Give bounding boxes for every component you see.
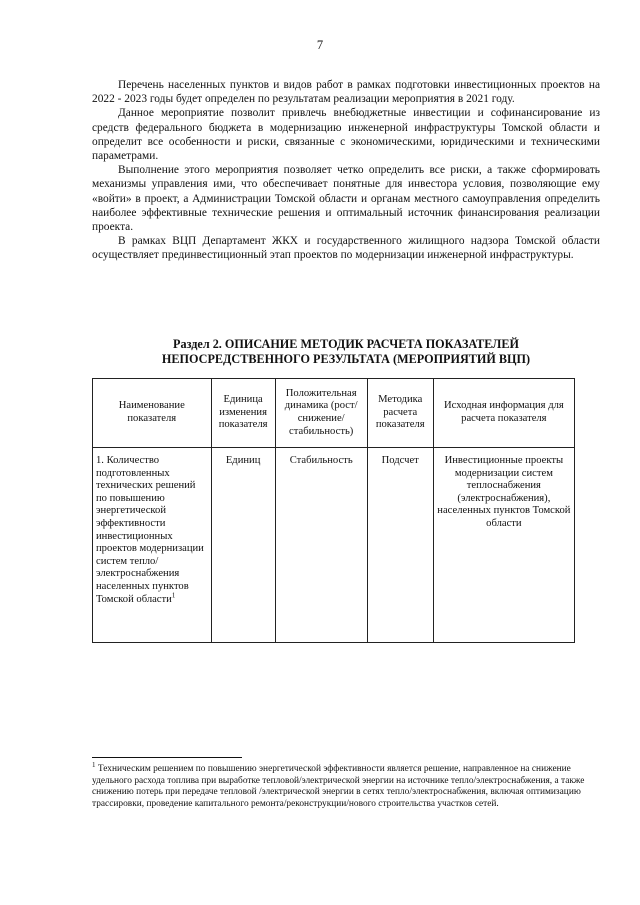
- cell-source-info: Инвестиционные проекты модернизации систем теплоснабжения (электроснабжения), населенных пунктов Томской области: [433, 448, 574, 643]
- section-title-line-2: НЕПОСРЕДСТВЕННОГО РЕЗУЛЬТАТА (МЕРОПРИЯТИЙ ВЦП): [161, 351, 531, 366]
- cell-unit: Единиц: [211, 448, 275, 643]
- header-source-info: Исходная информация для расчета показателя: [433, 379, 574, 448]
- header-indicator-name: Наименование показателя: [93, 379, 212, 448]
- indicators-table-wrapper: [92, 378, 575, 643]
- cell-dynamics: Стабильность: [275, 448, 367, 643]
- header-unit: Единица изменения показателя: [211, 379, 275, 448]
- indicator-name-text: 1. Количество подготовленных технических решений по повышению энергетической эффективности инвестиционных проектов модернизации систем тепло/электроснабжения населенных пунктов Томской области: [96, 455, 204, 605]
- page-number: 7: [316, 38, 324, 52]
- paragraph-3: Выполнение этого мероприятия позволяет четко определить все риски, а также сформировать механизмы управления ими, что обеспечивает понятные для инвестора условия, позволяющие ему «войти» в проект, а Администрации Томской области и органам местного самоуправления определить наиболее эффективные технические решения и оптимальный источник финансирования реализации проекта.: [92, 164, 600, 234]
- table-header-row: [93, 379, 575, 448]
- paragraph-2: Данное мероприятие позволит привлечь внебюджетные инвестиции и софинансирование из средств федерального бюджета в модернизацию инженерной инфраструктуры Томской области и определит все особенности и риски, связанные с экономическими, юридическими и техническими параметрами.: [92, 107, 600, 163]
- paragraph-1: Перечень населенных пунктов и видов работ в рамках подготовки инвестиционных проектов на 2022 - 2023 годы будет определен по результатам реализации мероприятия в 2021 году.: [92, 79, 600, 106]
- table-row: [93, 448, 575, 643]
- paragraph-4: В рамках ВЦП Департамент ЖКХ и государственного жилищного надзора Томской области осуществляет прединвестиционный этап проектов по модернизации инженерной инфраструктуры.: [92, 235, 600, 262]
- footnote: [92, 760, 602, 810]
- section-title-line-1: Раздел 2. ОПИСАНИЕ МЕТОДИК РАСЧЕТА ПОКАЗАТЕЛЕЙ: [173, 337, 519, 351]
- footnote-text: Техническим решением по повышению энергетической эффективности является решение, направленное на снижение удельного расхода топлива при выработке тепловой/электрической энергии на источнике тепло/электроснабжения, а также снижению потерь при передаче тепловой /электрической энергии в сетях тепло/электроснабжения, включая оптимизацию трассировки, проведение капитального ремонта/реконструкции/нового строительства участков сетей.: [92, 764, 585, 809]
- body-text: [92, 78, 600, 263]
- cell-indicator-name: [93, 448, 212, 643]
- header-dynamics: Положительная динамика (рост/снижение/стабильность): [275, 379, 367, 448]
- footnote-separator: [92, 757, 242, 758]
- footnote-mark: 1: [92, 760, 96, 769]
- indicators-table: [92, 378, 575, 643]
- section-title: [92, 337, 600, 366]
- cell-method: Подсчет: [367, 448, 433, 643]
- footnote-reference: 1: [171, 591, 176, 599]
- header-method: Методика расчета показателя: [367, 379, 433, 448]
